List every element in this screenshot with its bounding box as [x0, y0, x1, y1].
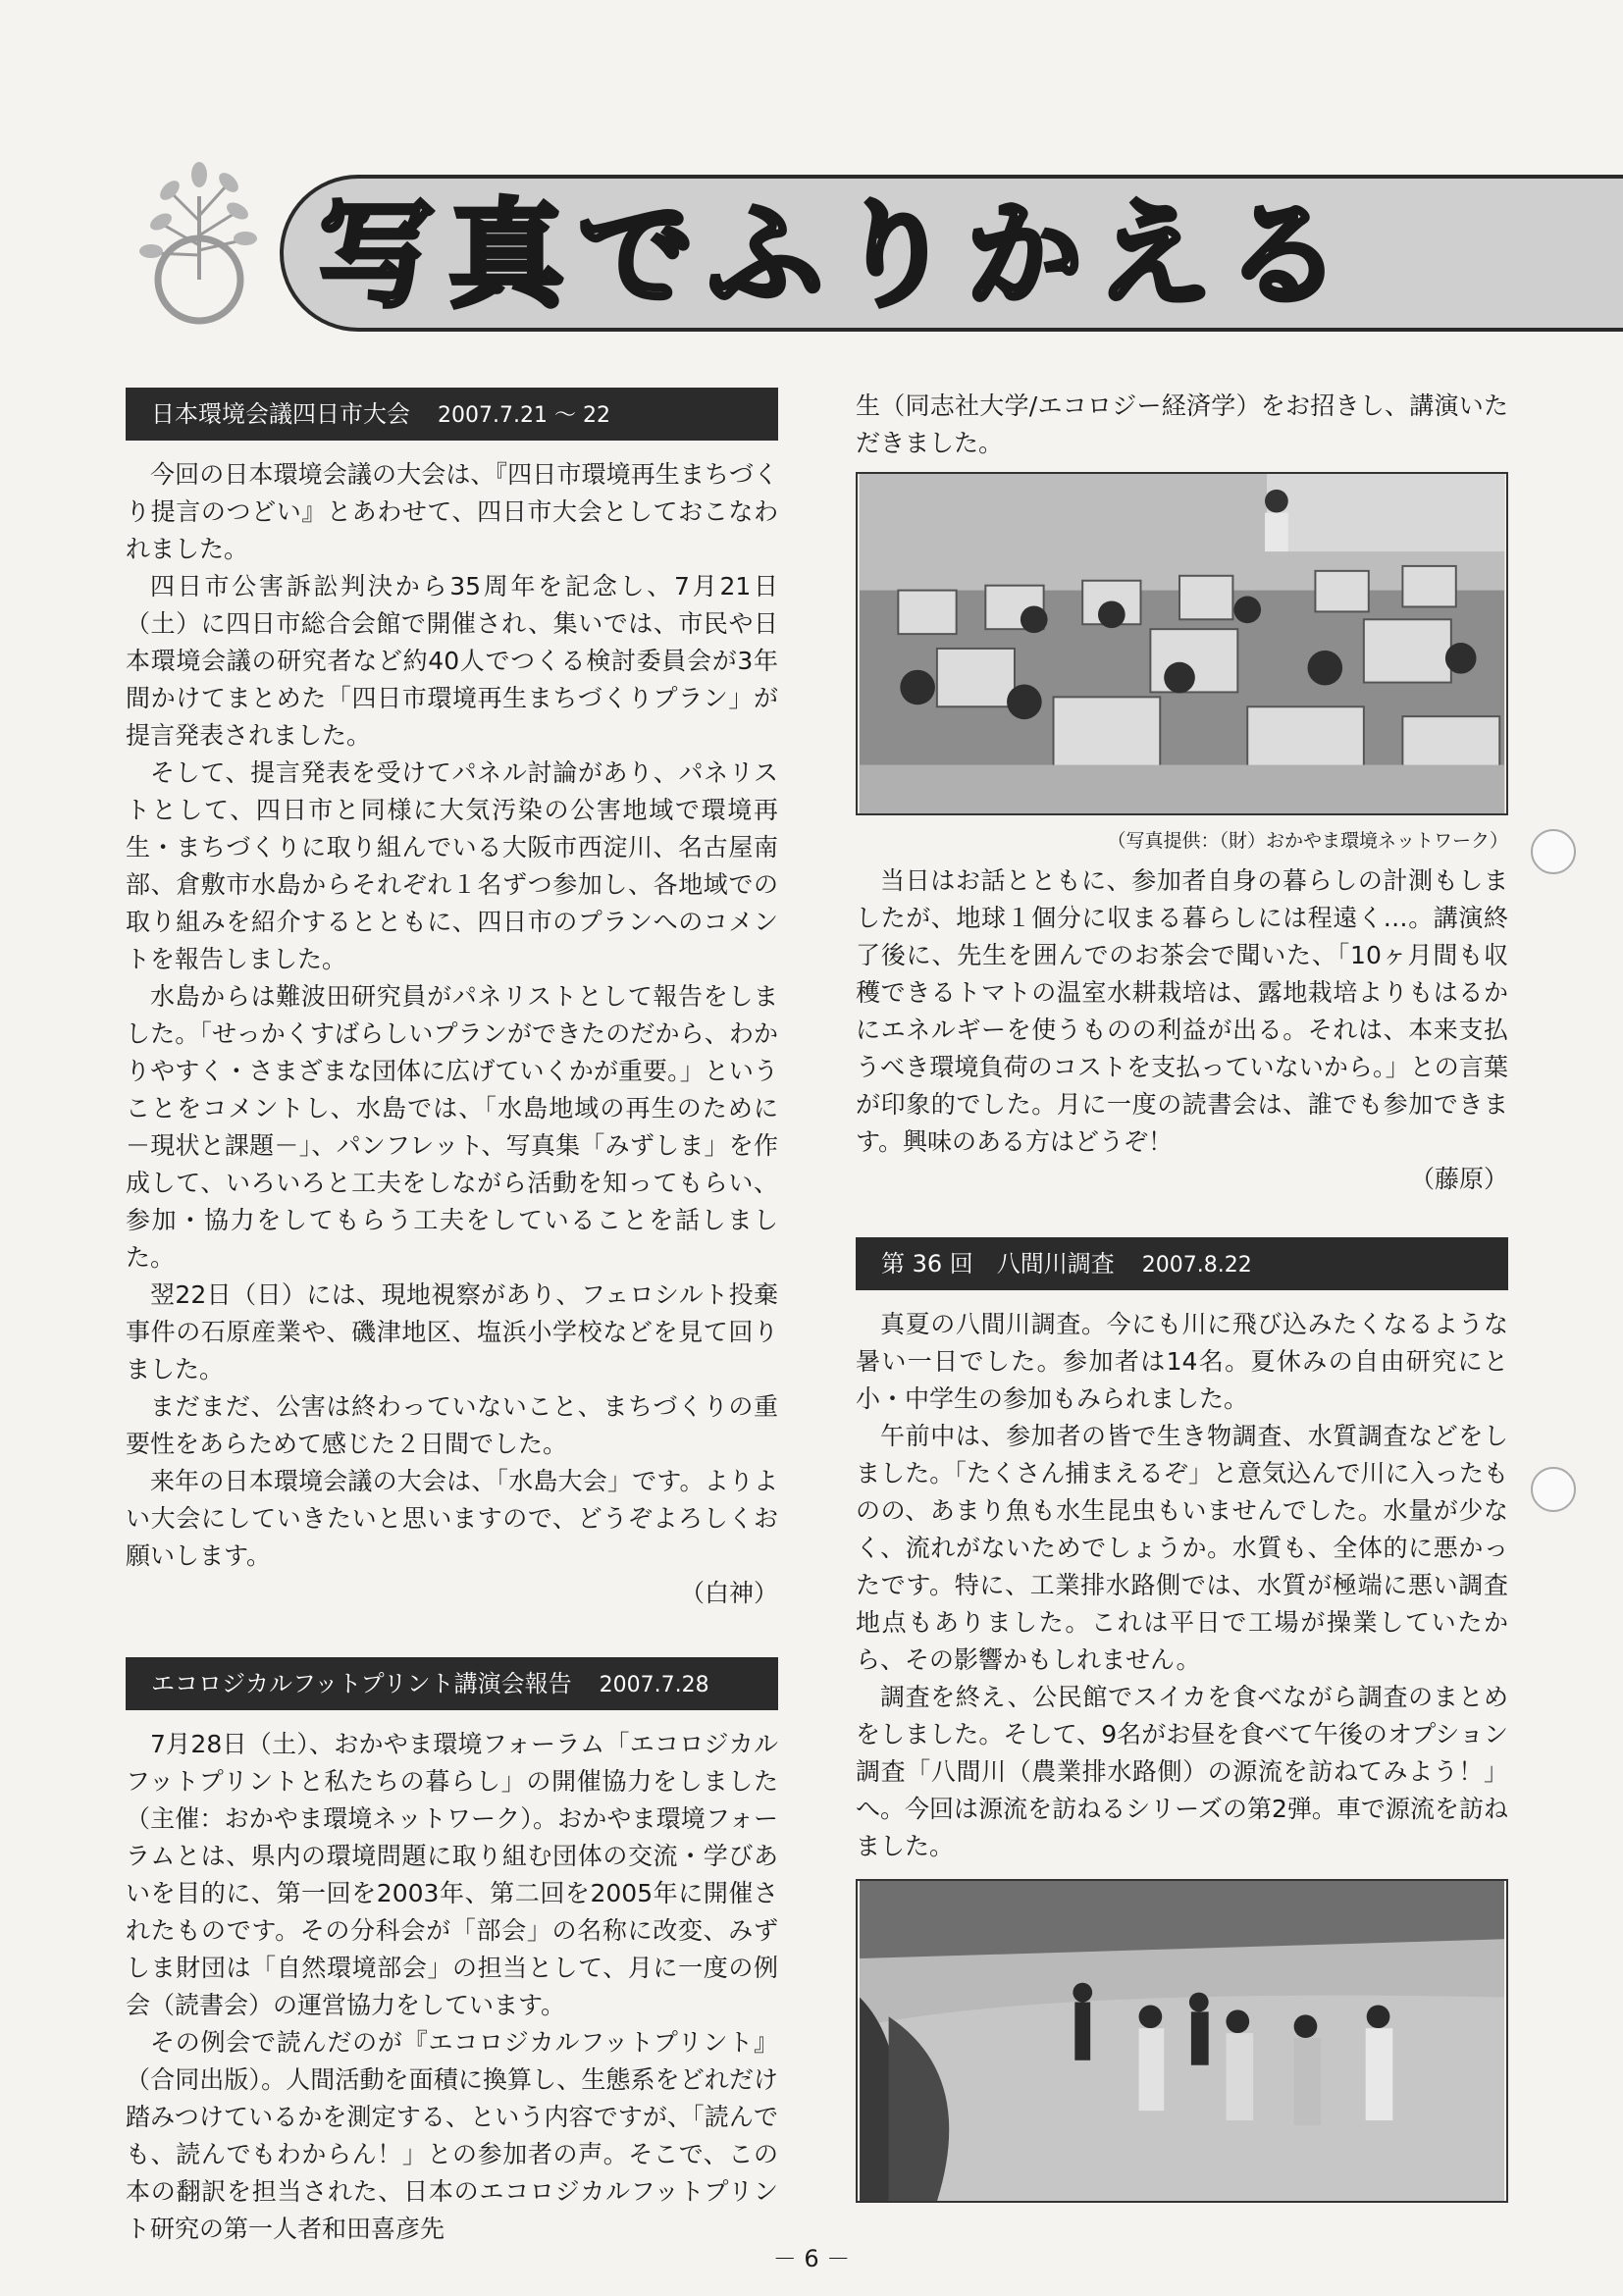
- river-survey-photo: [856, 1879, 1508, 2203]
- leaf-ring-logo-icon: [126, 157, 273, 334]
- paragraph-continued: 生（同志社大学/エコロジー経済学）をお招きし、講演いただきました。: [856, 391, 1508, 457]
- paragraph: 調査を終え、公民館でスイカを食べながら調査のまとめをしました。そして、9名がお昼を食べて午後のオプション調査「八間川（農業排水路側）の源流を訪ねてみよう！」へ。今回は源流を訪ねるシリーズの第2弾。車で源流を訪ねました。: [856, 1683, 1508, 1860]
- page-number: － 6 －: [772, 2245, 851, 2272]
- section-title: 第 36 回 八間川調査: [881, 1250, 1115, 1278]
- right-column: [856, 388, 1508, 2207]
- section-header-yokkaichi: [126, 388, 778, 441]
- paragraph: そして、提言発表を受けてパネル討論があり、パネリストとして、四日市と同様に大気汚染の公害地域で環境再生・まちづくりに取り組んでいる大阪市西淀川、名古屋南部、倉敷市水島からそれぞれ１名ずつ参加し、各地域での取り組みを紹介するとともに、四日市のプランへのコメントを報告しました。: [126, 758, 778, 973]
- section-header-hakkengawa: [856, 1237, 1508, 1290]
- paragraph: 四日市公害訴訟判決から35周年を記念し、7月21日（土）に四日市総合会館で開催され、集いでは、市民や日本環境会議の研究者など約40人でつくる検討委員会が3年間かけてまとめた「四日市環境再生まちづくりプラン」が提言発表されました。: [126, 572, 778, 750]
- section-date: 2007.7.28: [599, 1673, 709, 1697]
- lecture-room-photo: [856, 472, 1508, 815]
- paragraph: 真夏の八間川調査。今にも川に飛び込みたくなるような暑い一日でした。参加者は14名。夏休みの自由研究にと小・中学生の参加もみられました。: [856, 1310, 1508, 1413]
- page-title: 写真でふりかえる: [319, 187, 1356, 323]
- section-title: エコロジカルフットプリント講演会報告: [151, 1670, 572, 1697]
- paragraph: 当日はお話とともに、参加者自身の暮らしの計測もしましたが、地球１個分に収まる暮らしには程遠く…。講演終了後に、先生を囲んでのお茶会で聞いた、「10ヶ月間も収穫できるトマトの温室水耕栽培は、露地栽培よりもはるかにエネルギーを使うものの利益が出る。それは、本来支払うべき環境負荷のコストを支払っていないから。」との言葉が印象的でした。月に一度の読書会は、誰でも参加できます。興味のある方はどうぞ！: [856, 866, 1508, 1156]
- section-title: 日本環境会議四日市大会: [151, 400, 410, 428]
- paragraph: その例会で読んだのが『エコロジカルフットプリント』（合同出版）。人間活動を面積に換算し、生態系をどれだけ踏みつけているかを測定する、という内容ですが、「読んでも、読んでもわからん！」との参加者の声。そこで、この本の翻訳を担当された、日本のエコロジカルフットプリント研究の第一人者和田喜彦先: [126, 2028, 778, 2243]
- paragraph: 水島からは難波田研究員がパネリストとして報告をしました。「せっかくすばらしいプランができたのだから、わかりやすく・さまざまな団体に広げていくかが重要。」ということをコメントし、水島では、「水島地域の再生のために －現状と課題－」、パンフレット、写真集「みずしま」を作成して、いろいろと工夫をしながら活動を知ってもらい、参加・協力をしてもらう工夫をしていることを話しました。: [126, 982, 804, 1272]
- paragraph: 翌22日（日）には、現地視察があり、フェロシルト投棄事件の石原産業や、磯津地区、塩浜小学校などを見て回りました。: [126, 1280, 778, 1383]
- paragraph: 7月28日（土）、おかやま環境フォーラム「エコロジカルフットプリントと私たちの暮らし」の開催協力をしました（主催：おかやま環境ネットワーク）。おかやま環境フォーラムとは、県内の環境問題に取り組む団体の交流・学びあいを目的に、第一回を2003年、第二回を2005年に開催されたものです。その分科会が「部会」の名称に改変、みずしま財団は「自然環境部会」の担当として、月に一度の例会（読書会）の運営協力をしています。: [126, 1730, 778, 2019]
- author-signature: （藤原）: [1409, 1165, 1508, 1193]
- binder-hole: [1531, 829, 1576, 874]
- paragraph: 今回の日本環境会議の大会は、『四日市環境再生まちづくり提言のつどい』とあわせて、四日市大会としておこなわれました。: [126, 460, 778, 563]
- author-signature: （白神）: [679, 1579, 778, 1607]
- paragraph: 来年の日本環境会議の大会は、「水島大会」です。よりよい大会にしていきたいと思いますので、どうぞよろしくお願いします。: [126, 1467, 778, 1570]
- section-date: 2007.8.22: [1141, 1253, 1252, 1278]
- paragraph: 午前中は、参加者の皆で生き物調査、水質調査などをしました。「たくさん捕まえるぞ」と意気込んで川に入ったものの、あまり魚も水生昆虫もいませんでした。水量が少なく、流れがないためでしょうか。水質も、全体的に悪かったです。特に、工業排水路側では、水質が極端に悪い調査地点もありました。これは平日で工場が操業していたから、その影響かもしれません。: [856, 1422, 1508, 1674]
- left-column: [126, 388, 804, 2248]
- section-header-footprint: [126, 1657, 778, 1710]
- section-date: 2007.7.21 ～ 22: [438, 403, 610, 428]
- paragraph: まだまだ、公害は終わっていないこと、まちづくりの重要性をあらためて感じた２日間でした。: [126, 1392, 778, 1458]
- photo-caption: （写真提供：（財）おかやま環境ネットワーク）: [1107, 830, 1508, 852]
- binder-hole: [1531, 1467, 1576, 1512]
